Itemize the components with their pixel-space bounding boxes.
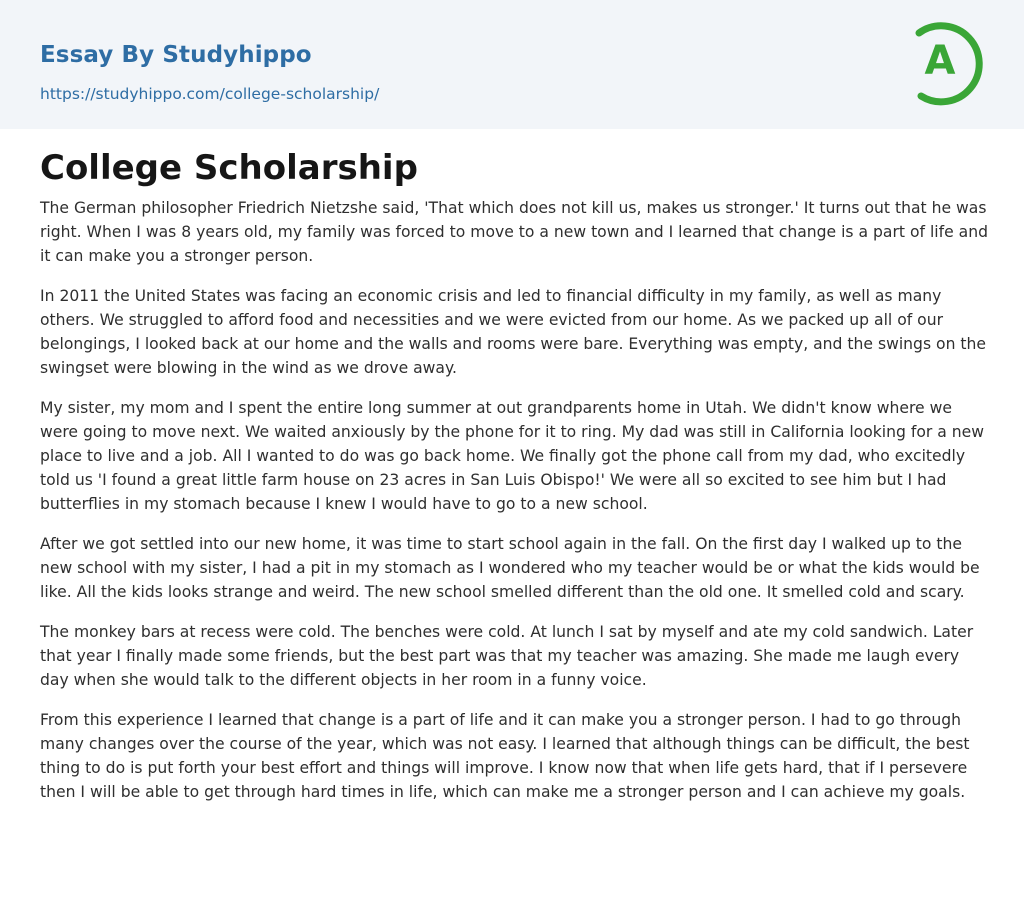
- paragraph: The monkey bars at recess were cold. The benches were cold. At lunch I sat by myself and ate my cold sandwich. Later that year I finally made some friends, but the best part was that my teacher was amazing. She made me laugh every day when she would talk to the different objects in her room in a funny voice.: [40, 623, 974, 689]
- logo-letter: A: [924, 38, 956, 84]
- paragraph: The German philosopher Friedrich Nietzshe said, 'That which does not kill us, makes us stronger.' It turns out that he was right. When I was 8 years old, my family was forced to move to a new town and I learned that change is a part of life and it can make you a stronger person.: [40, 199, 988, 265]
- page-title: College Scholarship: [40, 148, 418, 188]
- studyhippo-logo[interactable]: [910, 17, 988, 107]
- paragraph: My sister, my mom and I spent the entire long summer at out grandparents home in Utah. We didn't know where we were going to move next. We waited anxiously by the phone for it to ring. My dad was still in California looking for a new place to live and a job. All I wanted to do was go back home. We finally got the phone call from my dad, who excitedly told us 'I found a great little farm house on 23 acres in San Luis Obispo!' We were all so excited to see him but I had butterflies in my stomach because I knew I would have to go to a new school.: [40, 399, 984, 513]
- logo-ring-icon: [910, 17, 988, 107]
- brand-title: Essay By Studyhippo: [40, 42, 312, 68]
- paragraph: From this experience I learned that change is a part of life and it can make you a stronger person. I had to go through many changes over the course of the year, which was not easy. I learned that although things can be difficult, the best thing to do is put forth your best effort and things will improve. I know now that when life gets hard, that if I persevere then I will be able to get through hard times in life, which can make me a stronger person and I can achieve my goals.: [40, 711, 970, 801]
- site-header: [0, 0, 1024, 129]
- page-url-link[interactable]: https://studyhippo.com/college-scholarship/: [40, 85, 380, 103]
- paragraph: In 2011 the United States was facing an economic crisis and led to financial difficulty in my family, as well as many others. We struggled to afford food and necessities and we were evicted from our home. As we packed up all of our belongings, I looked back at our home and the walls and rooms were bare. Everything was empty, and the swings on the swingset were blowing in the wind as we drove away.: [40, 287, 986, 377]
- paragraph: After we got settled into our new home, it was time to start school again in the fall. On the first day I walked up to the new school with my sister, I had a pit in my stomach as I wondered who my teacher would be or what the kids would be like. All the kids looks strange and weird. The new school smelled different than the old one. It smelled cold and scary.: [40, 535, 980, 601]
- article: [40, 144, 990, 820]
